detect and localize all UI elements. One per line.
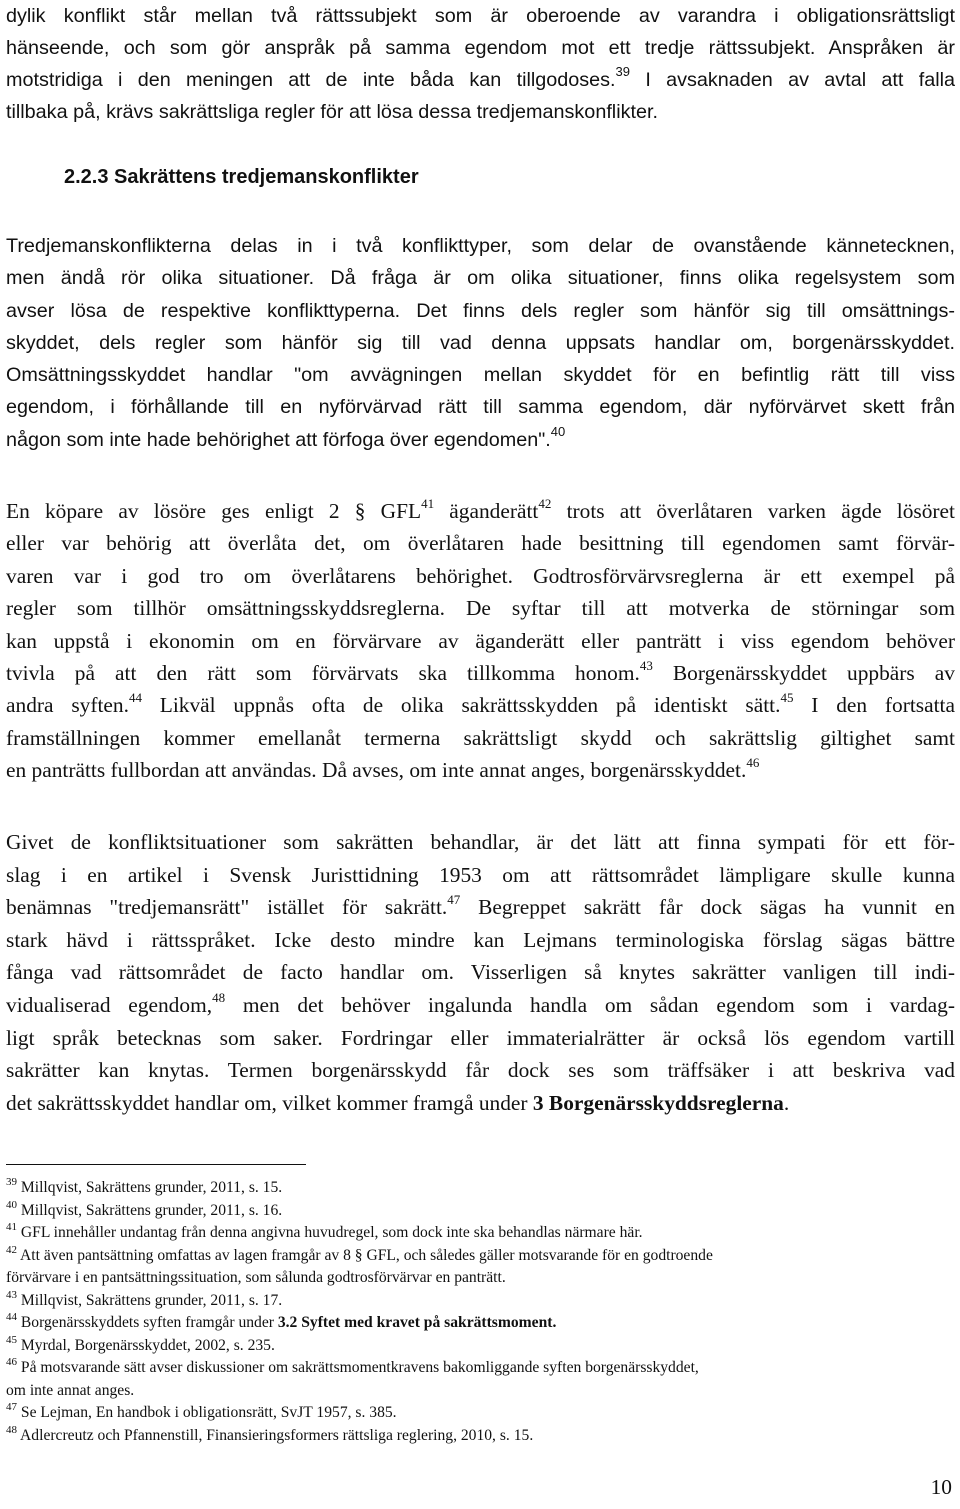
- text-line: vidualiserad egendom,$^{48}$ men det behöver ingalunda handla om sådan egendom som i vardag-: [6, 989, 955, 1017]
- footnote-ref: 43: [639, 658, 653, 674]
- footnote-44: $^{44}$ Borgenärsskyddets syften framgår under 3.2 Syftet med kravet på sakrättsmoment.: [6, 1311, 557, 1331]
- text-line: Tredjemanskonflikterna delas in i två konflikttyper, som delar de ovanstående kännetecknen,: [6, 235, 955, 257]
- text-line: sakrätter kan knytas. Termen borgenärsskydd får dock ses som träffsäker i att beskriva vad: [6, 1058, 955, 1083]
- text-line: En köpare av lösöre ges enligt 2 § GFL$^{41}$ äganderätt$^{42}$ trots att överlåtaren varken ägde lösöret: [6, 496, 955, 523]
- paragraph-tredjemansratt: [6, 826, 955, 1119]
- paragraph-konflikttyper: [6, 230, 955, 456]
- footnote-41: $^{41}$ GFL innehåller undantag från denna angivna huvudregel, som dock inte ska behandlas närmare här.: [6, 1221, 643, 1241]
- footnote-42: $^{42}$ Att även pantsättning omfattas av lagen framgår av 8 § GFL, och således gäller motsvarande för en godtroende: [6, 1243, 713, 1264]
- footnote-45: $^{45}$ Myrdal, Borgenärsskyddet, 2002, s. 235.: [6, 1333, 275, 1354]
- text-line: hänseende, och som gör anspråk på samma egendom mot ett tredje rättssubjekt. Anspråken är: [6, 37, 955, 59]
- footnote-46-continued: om inte annat anges.: [6, 1381, 135, 1399]
- footnote-43: $^{43}$ Millqvist, Sakrättens grunder, 2011, s. 17.: [6, 1288, 283, 1309]
- footnote-ref: 48: [212, 989, 226, 1005]
- text-line: eller var behörig att överlåta det, om överlåtaren hade besittning till egendomen samt förvär-: [6, 531, 955, 556]
- footnote-47: $^{47}$ Se Lejman, En handbok i obligationsrätt, SvJT 1957, s. 385.: [6, 1401, 397, 1421]
- text-line: Omsättningsskyddet handlar "om avvägningen mellan skyddet för en befintlig rätt till viss: [6, 364, 955, 387]
- footnote-ref: 40: [550, 423, 566, 439]
- footnote-40: $^{40}$ Millqvist, Sakrättens grunder, 2011, s. 16.: [6, 1198, 283, 1219]
- page-number: 10: [930, 1475, 952, 1499]
- text-line: det sakrättsskyddet handlar om, vilket kommer framgå under 3 Borgenärsskyddsreglerna.: [6, 1090, 790, 1115]
- footnote-ref: 41: [421, 496, 435, 511]
- text-line: stark hävd i rättsspråket. Icke desto mindre kan Lejmans terminologiska förslag sägas bättre: [6, 927, 955, 952]
- footnote-ref: 46: [746, 755, 760, 771]
- footnote-48: $^{48}$ Adlercreutz och Pfannenstill, Finansieringsformers rättsliga reglering, 2010, s. 15.: [6, 1423, 534, 1444]
- paragraph-intro: [6, 0, 955, 128]
- footnote-ref: 44: [128, 690, 142, 706]
- footnote-ref: 39: [615, 64, 631, 79]
- text-line: regler som tillhör omsättningsskyddsreglerna. De syftar till att motverka de störningar som: [6, 596, 955, 621]
- footnote-ref: 42: [538, 496, 552, 511]
- section-reference: 3 Borgenärsskyddsreglerna: [532, 1090, 784, 1115]
- text-line: men ändå rör olika situationer. Då fråga är om olika situationer, finns olika regelsystem som: [6, 267, 955, 290]
- footnote-ref: 45: [780, 690, 794, 706]
- text-line: framställningen kommer emellanåt termerna sakrättsligt skydd och sakrättslig giltighet samt: [6, 725, 955, 750]
- text-line: tillbaka på, krävs sakrättsliga regler för att lösa dessa tredjemanskonflikter.: [6, 101, 658, 123]
- text-line: avser lösa de respektive konflikttyperna. Det finns dels regler som hänför sig till omsättnings-: [6, 299, 955, 322]
- text-line: kan uppstå i ekonomin om en förvärvare av äganderätt eller panträtt i viss egendom behöver: [6, 628, 955, 653]
- text-line: någon som inte hade behörighet att förfoga över egendomen".$^{40}$: [6, 423, 566, 451]
- text-line: skyddet, dels regler som hänför sig till vad denna uppsats handlar om, borgenärsskyddet.: [6, 331, 955, 354]
- text-line: andra syften.$^{44}$ Likväl uppnås ofta de olika sakrättsskydden på identiskt sätt.$^{45}$ I den fortsatta: [6, 690, 955, 718]
- text-line: motstridiga i den meningen att de inte båda kan tillgodoses.$^{39}$ I avsaknaden av avtal att falla: [6, 64, 955, 91]
- text-line: egendom, i förhållande till en nyförvärvad rätt till samma egendom, där nyförvärvet skett från: [6, 396, 955, 419]
- text-line: fånga vad rättsområdet de facto handlar om. Visserligen så knytes sakrätter vanligen till indi-: [6, 960, 955, 985]
- text-line: dylik konflikt står mellan två rättssubjekt som är oberoende av varandra i obligationsrättsligt: [6, 5, 955, 27]
- section-heading: 2.2.3 Sakrättens tredjemanskonflikter: [64, 166, 419, 188]
- footnote-42-continued: förvärvare i en pantsättningssituation, som sålunda godtrosförvärvar en panträtt.: [6, 1269, 506, 1286]
- text-line: ligt språk betecknas som saker. Fordringar eller immaterialrätter är också lös egendom vartill: [6, 1025, 955, 1050]
- text-line: Givet de konfliktsituationer som sakrätten behandlar, är det lätt att finna sympati för ett för-: [6, 830, 955, 854]
- text-line: varen var i god tro om överlåtarens behörighet. Godtrosförvärvsreglerna är ett exempel på: [6, 563, 955, 588]
- footnote-separator: [6, 1164, 306, 1165]
- text-line: tvivla på att den rätt som förvärvats ska tillkomma honom.$^{43}$ Borgenärsskyddet uppbärs av: [6, 658, 955, 686]
- footnotes: [6, 1177, 955, 1447]
- footnote-ref: 47: [447, 892, 461, 908]
- text-line: slag i en artikel i Svensk Juristtidning 1953 om att rättsområdet lämpligare skulle kunna: [6, 862, 955, 887]
- footnote-46: $^{46}$ På motsvarande sätt avser diskussioner om sakrättsmomentkravens bakomliggande syften borgenärsskyddet,: [6, 1356, 699, 1376]
- text-line: en panträtts fullbordan att användas. Då avses, om inte annat anges, borgenärsskyddet.$^{46}$: [6, 755, 760, 783]
- text-line: benämnas "tredjemansrätt" istället för sakrätt.$^{47}$ Begreppet sakrätt får dock sägas ha vunnit en: [6, 892, 955, 920]
- footnote-39: $^{39}$ Millqvist, Sakrättens grunder, 2011, s. 15.: [6, 1176, 283, 1196]
- paragraph-godtrosforvarv: [6, 495, 955, 787]
